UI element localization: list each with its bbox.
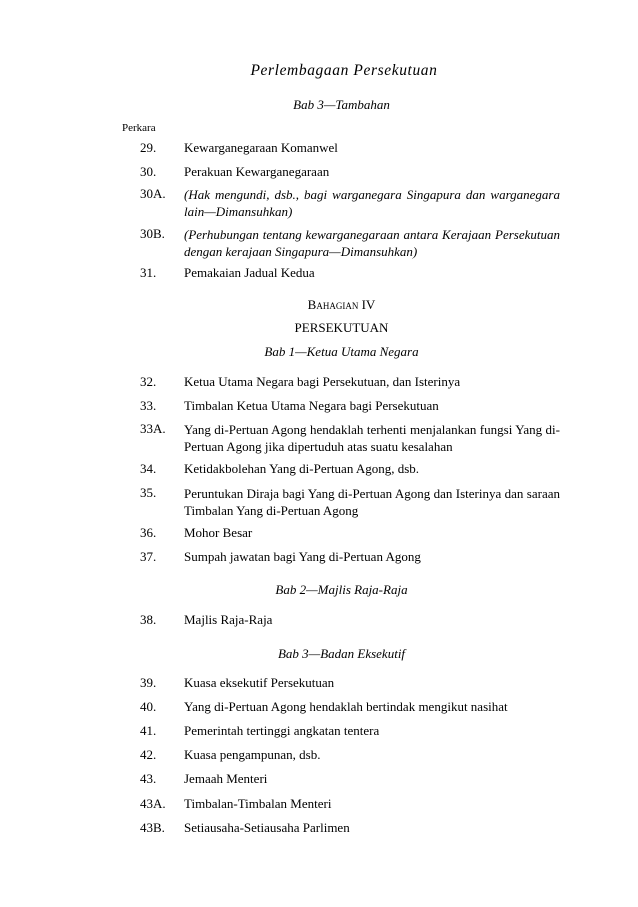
toc-entry	[140, 485, 560, 519]
article-number: 34.	[140, 461, 157, 476]
article-number: 43.	[140, 771, 157, 786]
article-number: 31.	[140, 265, 157, 280]
toc-entry	[140, 140, 560, 156]
toc-entry	[140, 820, 560, 836]
article-number: 30B.	[140, 226, 165, 241]
part-label: Bahagian IV	[307, 297, 376, 312]
chapter-heading: Bab 3—Tambahan	[293, 97, 390, 112]
article-title: Kuasa pengampunan, dsb.	[184, 747, 321, 762]
article-number: 43B.	[140, 820, 165, 835]
toc-entry	[140, 723, 560, 739]
article-title: (Perhubungan tentang kewarganegaraan antara Kerajaan Persekutuan dengan kerajaan Singapura—Dimansuhkan)	[184, 227, 560, 259]
article-number: 41.	[140, 723, 157, 738]
toc-entry	[140, 421, 560, 455]
column-label: Perkara	[122, 122, 156, 134]
article-title: Ketua Utama Negara bagi Persekutuan, dan Isterinya	[184, 374, 461, 389]
toc-entry	[140, 164, 560, 180]
article-title: Kuasa eksekutif Persekutuan	[184, 675, 335, 690]
chapter-heading: Bab 2—Majlis Raja-Raja	[275, 582, 408, 597]
article-title: Setiausaha-Setiausaha Parlimen	[184, 820, 350, 835]
article-number: 37.	[140, 549, 157, 564]
toc-entry	[140, 265, 560, 281]
article-title: Peruntukan Diraja bagi Yang di-Pertuan Agong dan Isterinya dan saraan Timbalan Yang di-Pertuan Agong	[184, 486, 560, 518]
article-title: Yang di-Pertuan Agong hendaklah bertindak mengikut nasihat	[184, 699, 508, 714]
chapter-heading: Bab 3—Badan Eksekutif	[277, 646, 406, 661]
article-number: 33A.	[140, 421, 166, 436]
toc-entry	[140, 747, 560, 763]
article-number: 35.	[140, 485, 157, 500]
toc-entry	[140, 612, 560, 628]
toc-entry	[140, 186, 560, 220]
article-number: 32.	[140, 374, 157, 389]
toc-entry	[140, 398, 560, 414]
article-number: 29.	[140, 140, 157, 155]
toc-entry	[140, 699, 560, 715]
toc-entry	[140, 549, 560, 565]
article-number: 33.	[140, 398, 157, 413]
article-title: Timbalan-Timbalan Menteri	[184, 796, 332, 811]
document-title: Perlembagaan Persekutuan	[250, 62, 438, 79]
article-number: 40.	[140, 699, 157, 714]
article-title: Sumpah jawatan bagi Yang di-Pertuan Agong	[184, 549, 421, 564]
toc-entry	[140, 226, 560, 260]
article-title: Yang di-Pertuan Agong hendaklah terhenti menjalankan fungsi Yang di-Pertuan Agong jika dipertuduh atas suatu kesalahan	[184, 422, 560, 454]
article-number: 30.	[140, 164, 157, 179]
article-number: 39.	[140, 675, 157, 690]
article-title: Pemakaian Jadual Kedua	[184, 265, 315, 280]
toc-entry	[140, 461, 560, 477]
chapter-heading: Bab 1—Ketua Utama Negara	[264, 344, 419, 359]
article-title: (Hak mengundi, dsb., bagi warganegara Singapura dan warganegara lain—Dimansuhkan)	[184, 187, 560, 219]
toc-entry	[140, 675, 560, 691]
article-title: Perakuan Kewarganegaraan	[184, 164, 330, 179]
article-title: Pemerintah tertinggi angkatan tentera	[184, 723, 380, 738]
article-title: Kewarganegaraan Komanwel	[184, 140, 338, 155]
article-number: 38.	[140, 612, 157, 627]
article-title: Majlis Raja-Raja	[184, 612, 273, 627]
article-number: 43A.	[140, 796, 166, 811]
article-number: 36.	[140, 525, 157, 540]
article-title: Timbalan Ketua Utama Negara bagi Persekutuan	[184, 398, 439, 413]
article-title: Ketidakbolehan Yang di-Pertuan Agong, dsb.	[184, 461, 420, 476]
article-title: Mohor Besar	[184, 525, 253, 540]
toc-entry	[140, 525, 560, 541]
article-number: 42.	[140, 747, 157, 762]
toc-entry	[140, 771, 560, 787]
toc-entry	[140, 796, 560, 812]
article-title: Jemaah Menteri	[184, 771, 268, 786]
toc-entry	[140, 374, 560, 390]
article-number: 30A.	[140, 186, 166, 201]
part-name: PERSEKUTUAN	[294, 320, 389, 335]
